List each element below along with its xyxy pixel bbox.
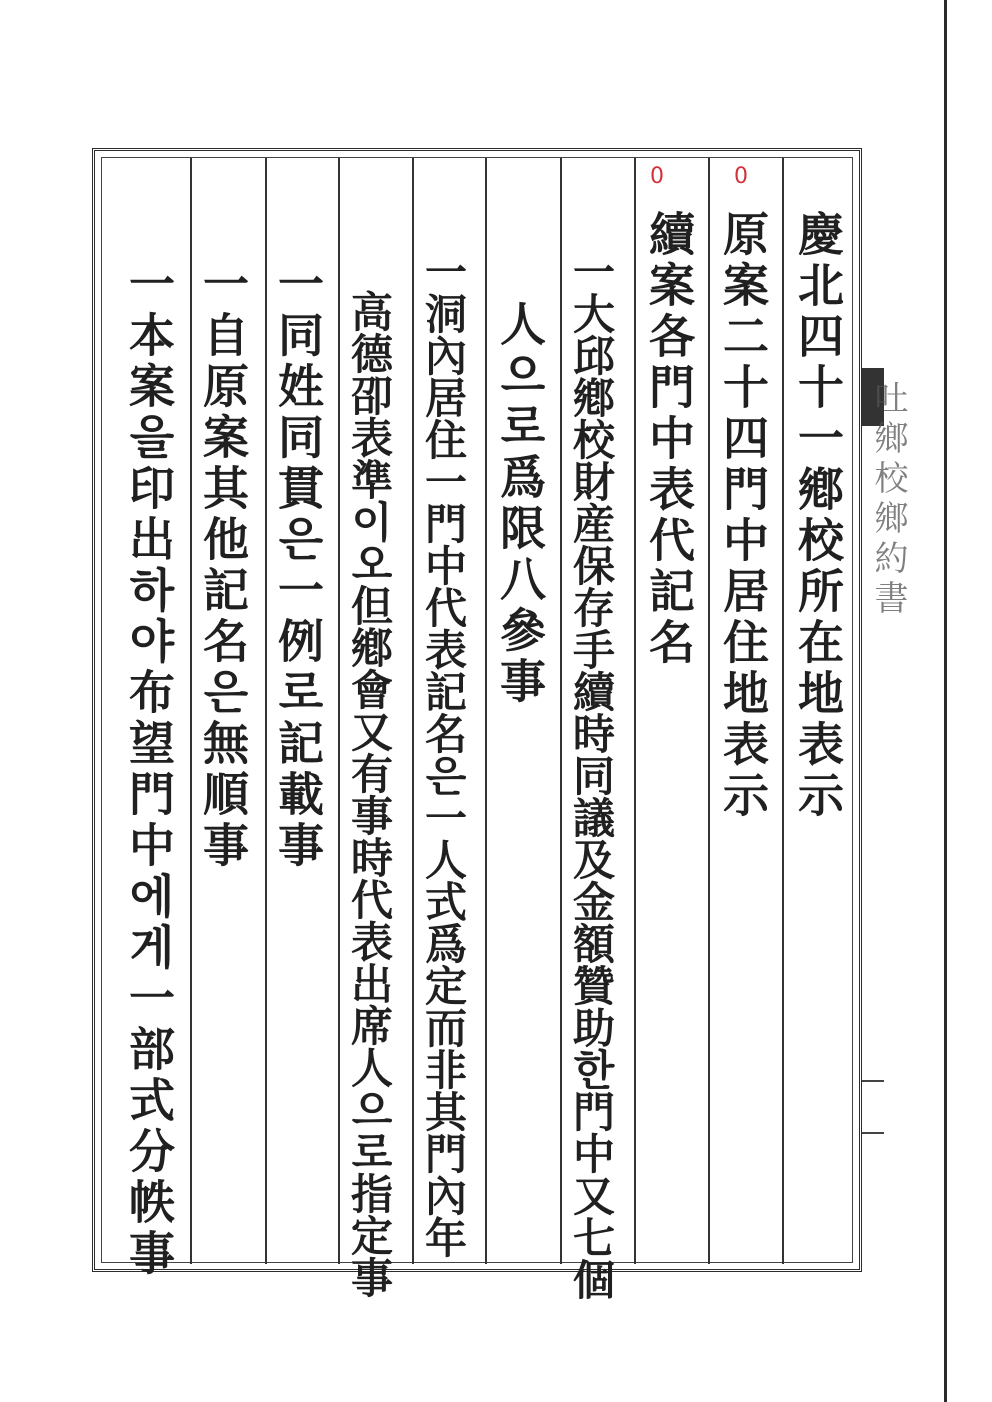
column-rule: [412, 158, 414, 1264]
text-column-title: 慶北四十一鄕校所在地表示: [791, 210, 845, 822]
red-annotation-mark: 0: [734, 164, 748, 189]
text-column: 一同姓同貫은一例로記載事: [271, 260, 325, 872]
text-column: 一洞內居住一門中代表記名은一人式爲定而非其門內年: [419, 250, 468, 1258]
column-rule: [560, 158, 562, 1264]
text-column: 高德卲表準이오但鄕會又有事時代表出席人으로指定事: [345, 290, 394, 1298]
text-column: 人으로爲限八參事: [493, 300, 547, 708]
column-rule: [782, 158, 784, 1264]
text-column: 一本案을印出하야布望門中에게一部式分帙事: [122, 260, 176, 1280]
text-column: 原案二十四門中居住地表示: [716, 210, 770, 822]
red-annotation-mark: 0: [650, 164, 664, 189]
text-column: 一大邱鄕校財産保存手續時同議及金額贊助한門中又七個: [567, 250, 616, 1300]
column-rule: [708, 158, 710, 1264]
margin-fragment-text: 吐鄉校鄉約書: [868, 380, 908, 620]
scan-edge-line: [944, 0, 947, 1402]
margin-page-mark: [862, 1080, 884, 1134]
column-rule: [338, 158, 340, 1264]
column-rule: [485, 158, 487, 1264]
column-rule: [190, 158, 192, 1264]
text-column: 一自原案其他記名은無順事: [196, 260, 250, 872]
column-rule: [265, 158, 267, 1264]
text-column: 續案各門中表代記名: [642, 210, 696, 669]
column-rule: [634, 158, 636, 1264]
